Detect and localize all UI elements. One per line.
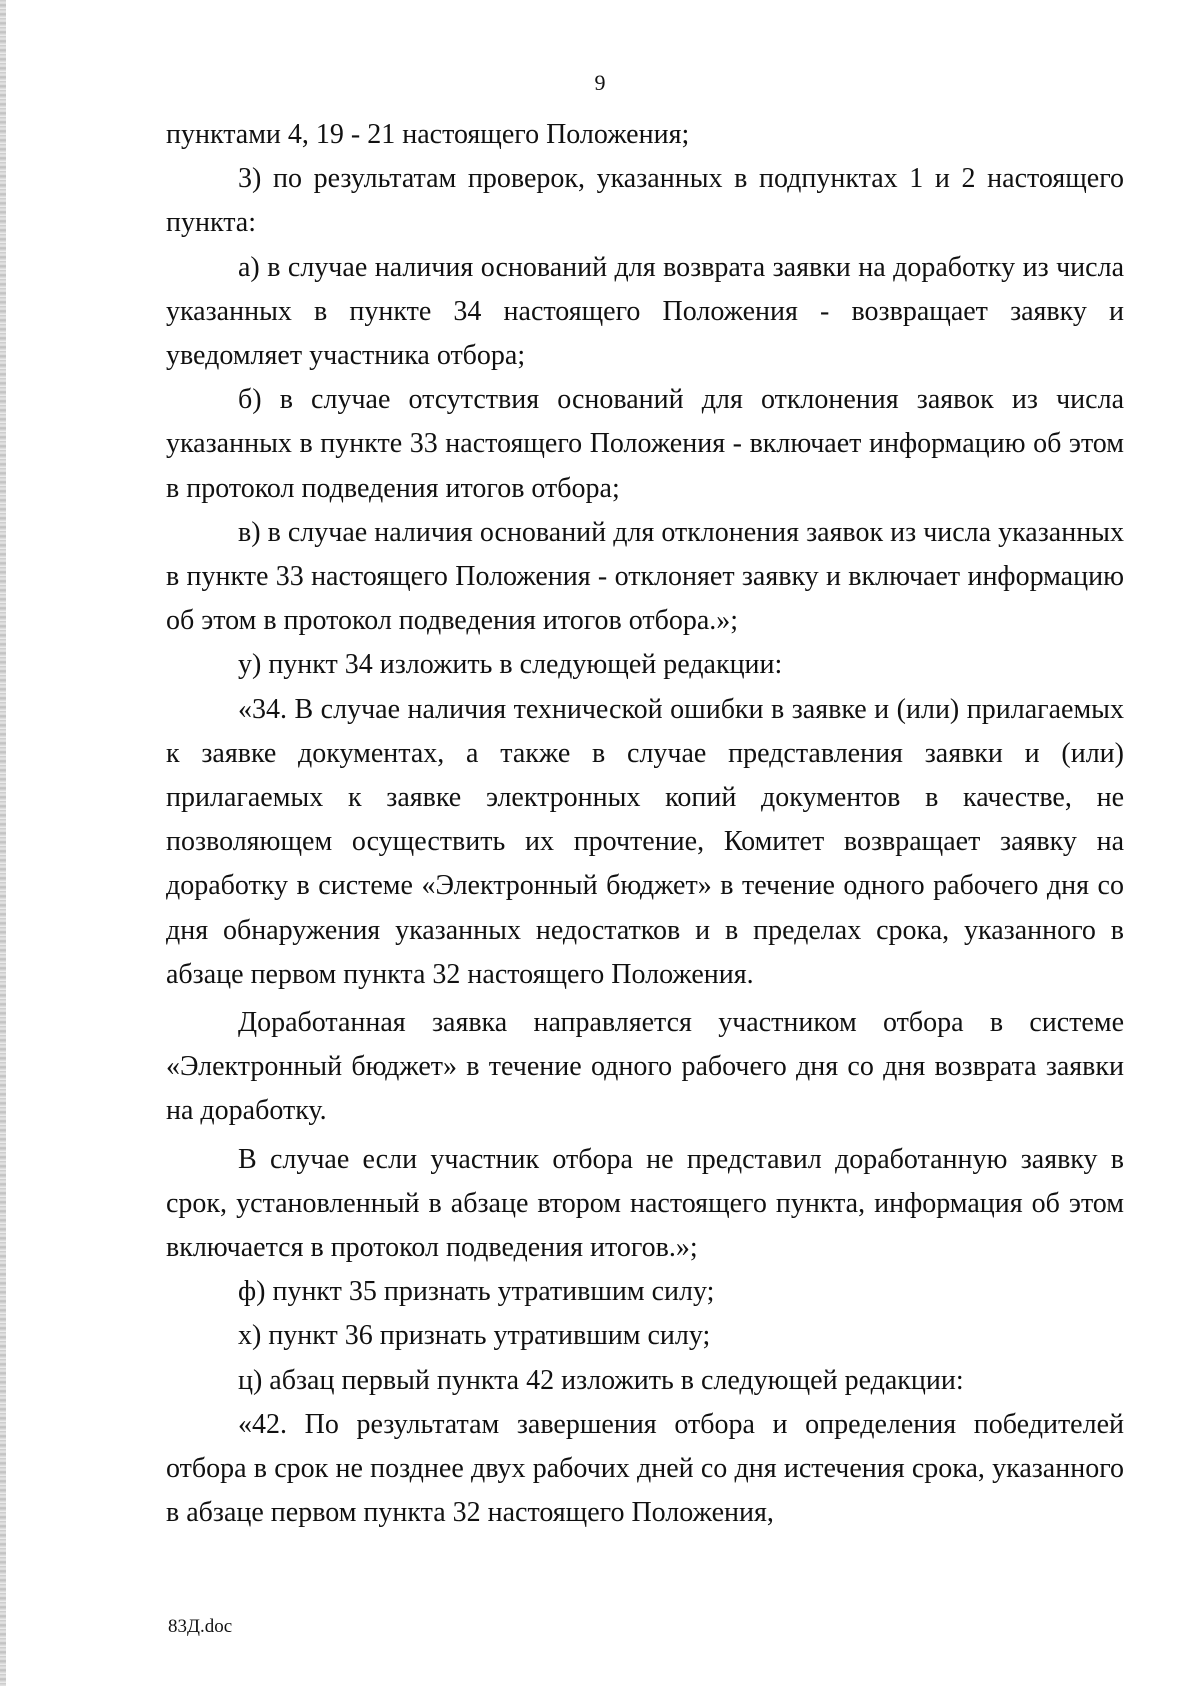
paragraph-reworked-application: Доработанная заявка направляется участником отбора в системе «Электронный бюджет» в течение одного рабочего дня со дня возврата заявки на доработку. [166, 1007, 1124, 1127]
paragraph-subitem-v: в) в случае наличия оснований для отклонения заявок из числа указанных в пункте 33 настоящего Положения - отклоняет заявку и включает информацию об этом в протокол подведения итогов отбора.»; [166, 516, 1124, 637]
paragraph-item-h: х) пункт 36 признать утратившим силу; [238, 1320, 711, 1352]
paragraph-clause-34: «34. В случае наличия технической ошибки в заявке и (или) прилагаемых к заявке документах, а также в случае представления заявки и (или) прилагаемых к заявке электронных копий документов в качестве, не позволяющем осуществить их прочтение, Комитет возвращает заявку на доработку в системе «Электронный бюджет» в течение одного рабочего дня со дня обнаружения указанных недостатков и в пределах срока, указанного в абзаце первом пункта 32 настоящего Положения. [166, 693, 1124, 990]
paragraph-item-f: ф) пункт 35 признать утратившим силу; [238, 1276, 715, 1308]
document-body [166, 113, 1124, 1536]
paragraph-item-ts: ц) абзац первый пункта 42 изложить в следующей редакции: [238, 1364, 964, 1396]
footer-filename: 83Д.doc [168, 1616, 233, 1637]
paragraph-not-submitted: В случае если участник отбора не представил доработанную заявку в срок, установленный в абзаце втором настоящего пункта, информация об этом включается в протокол подведения итогов.»; [166, 1143, 1124, 1264]
paragraph-subitem-b: б) в случае отсутствия оснований для отклонения заявок из числа указанных в пункте 33 настоящего Положения - включает информацию об этом в протокол подведения итогов отбора; [166, 384, 1124, 504]
paragraph-subitem-a: а) в случае наличия оснований для возврата заявки на доработку из числа указанных в пункте 34 настоящего Положения - возвращает заявку и уведомляет участника отбора; [166, 251, 1124, 372]
paragraph-continuation: пунктами 4, 19 - 21 настоящего Положения; [166, 119, 690, 150]
paragraph-subitem-3: 3) по результатам проверок, указанных в подпунктах 1 и 2 настоящего пункта: [166, 163, 1124, 239]
page-number: 9 [594, 70, 606, 95]
scan-edge [0, 0, 6, 1686]
paragraph-item-u: у) пункт 34 изложить в следующей редакции: [238, 649, 783, 681]
paragraph-clause-42: «42. По результатам завершения отбора и определения победителей отбора в срок не позднее двух рабочих дней со дня истечения срока, указанного в абзаце первом пункта 32 настоящего Положения, [166, 1408, 1124, 1529]
